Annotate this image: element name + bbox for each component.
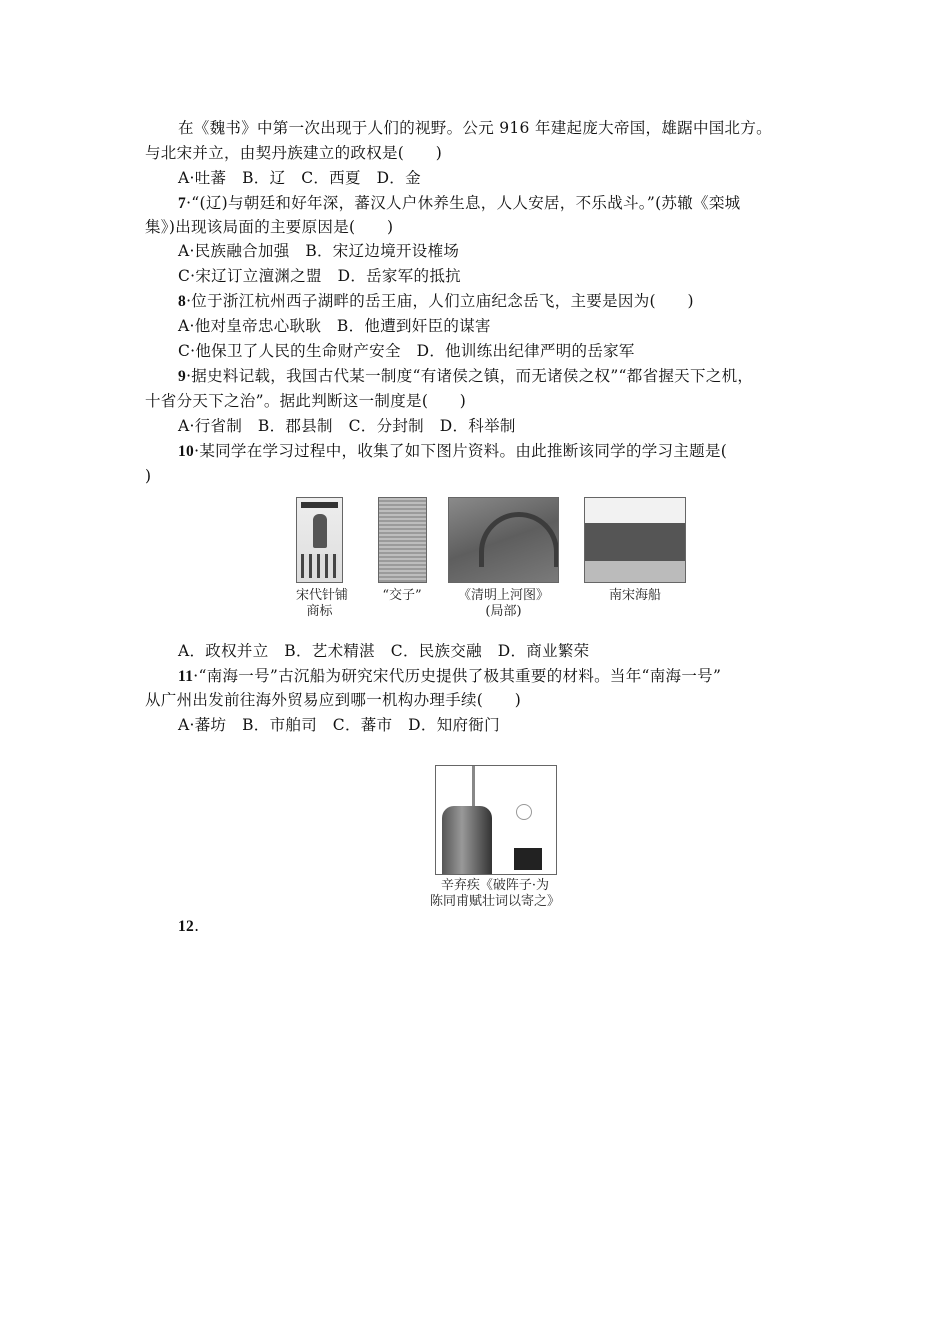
q7-text: ·“(辽)与朝廷和好年深，蕃汉人户休养生息，人人安居，不乐战斗。”(苏辙《栾城 <box>186 194 741 212</box>
caption-1a: 宋代针铺 <box>296 588 349 603</box>
caption-1b: 商标 <box>306 604 333 619</box>
q12-number: 12 <box>178 918 195 935</box>
q10-options: A．政权并立 B．艺术精湛 C．民族交融 D．商业繁荣 <box>178 642 590 660</box>
xin-qiji-illustration <box>435 765 557 875</box>
q8-number: 8 <box>178 293 187 310</box>
caption-2: “交子” <box>382 588 422 603</box>
q8-line1 <box>178 291 694 312</box>
needle-shop-trademark-image <box>296 497 343 583</box>
illustration-caption-1: 辛弃疾《破阵子·为 <box>440 878 550 893</box>
q8-text: ·位于浙江杭州西子湖畔的岳王庙，人们立庙纪念岳飞，主要是因为( ) <box>186 292 694 310</box>
q7-number: 7 <box>178 195 187 212</box>
q12-line <box>178 916 199 937</box>
q11-number: 11 <box>178 668 194 685</box>
q9-line1 <box>178 366 753 387</box>
q8-options1: A·他对皇帝忠心耿耿 B．他遭到奸臣的谋害 <box>178 317 491 335</box>
q6-line2: 与北宋并立，由契丹族建立的政权是( ) <box>145 144 443 162</box>
q6-options: A·吐蕃 B．辽 C．西夏 D．金 <box>178 169 421 187</box>
q9-text: ·据史料记载，我国古代某一制度“有诸侯之镇，而无诸侯之权”“都省握天下之机， <box>186 367 754 385</box>
caption-3a: 《清明上河图》 <box>457 588 549 603</box>
q10-number: 10 <box>178 443 195 460</box>
q11-text: ·“南海一号”古沉船为研究宋代历史提供了极其重要的材料。当年“南海一号” <box>193 667 722 685</box>
q6-line1: 在《魏书》中第一次出现于人们的视野。公元 916 年建起庞大帝国，雄踞中国北方。 <box>178 119 772 137</box>
q7-line2: 集》)出现该局面的主要原因是( ) <box>145 218 394 236</box>
q7-options1: A·民族融合加强 B．宋辽边境开设榷场 <box>178 242 460 260</box>
q10-line1 <box>178 441 727 462</box>
q12-dot: . <box>194 917 200 935</box>
q8-options2: C·他保卫了人民的生命财产安全 D．他训练出纪律严明的岳家军 <box>178 342 635 360</box>
caption-3b: (局部) <box>485 604 522 619</box>
q7-options2: C·宋辽订立澶渊之盟 D．岳家军的抵抗 <box>178 267 461 285</box>
song-ship-image <box>584 497 686 583</box>
q9-number: 9 <box>178 368 187 385</box>
q11-options: A·蕃坊 B．市舶司 C．蕃市 D．知府衙门 <box>178 716 500 734</box>
q10-line2: ) <box>145 467 152 485</box>
jiaozi-banknote-image <box>378 497 427 583</box>
q11-line2: 从广州出发前往海外贸易应到哪一机构办理手续( ) <box>145 691 522 709</box>
q10-text: ·某同学在学习过程中，收集了如下图片资料。由此推断该同学的学习主题是( <box>194 442 728 460</box>
q11-line1 <box>178 666 721 687</box>
q9-line2: 十省分天下之治”。据此判断这一制度是( ) <box>145 392 467 410</box>
illustration-caption-2: 陈同甫赋壮词以寄之》 <box>429 894 560 909</box>
q7-line1 <box>178 193 740 214</box>
caption-4: 南宋海船 <box>608 588 661 603</box>
qingming-painting-image <box>448 497 559 583</box>
q9-options: A·行省制 B．郡县制 C．分封制 D．科举制 <box>178 417 516 435</box>
